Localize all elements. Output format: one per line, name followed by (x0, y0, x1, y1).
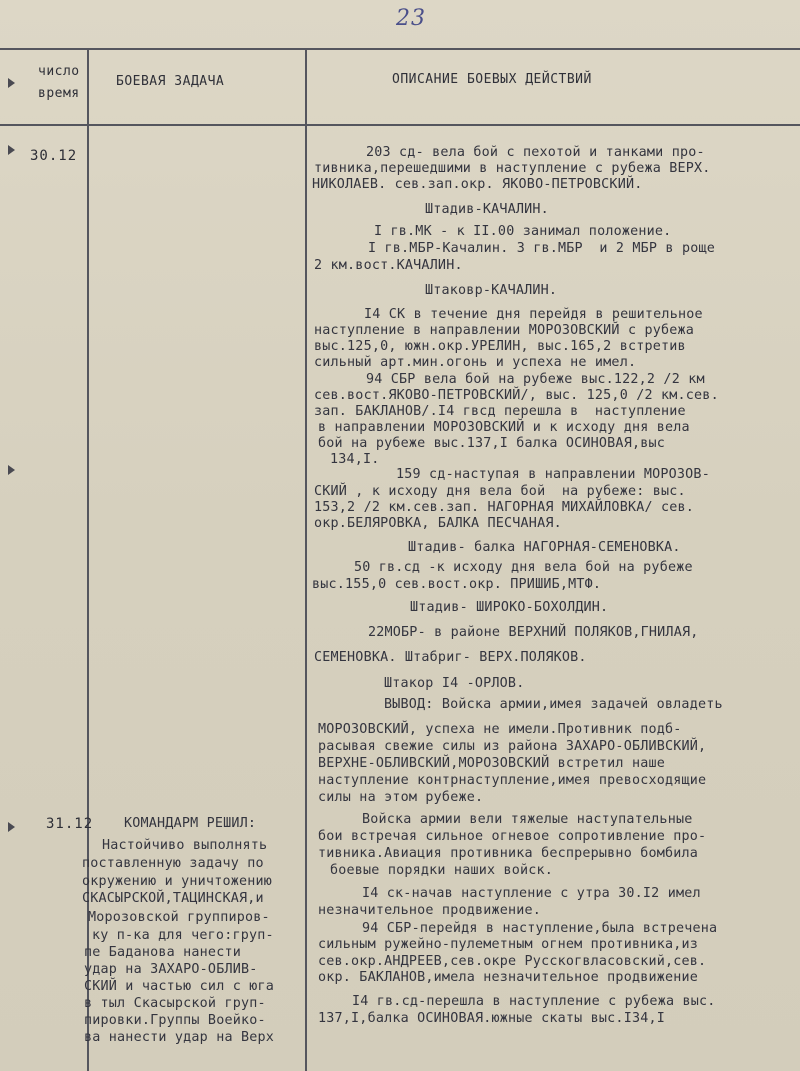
description-line: НИКОЛАЕВ. сев.зап.окр. ЯКОВО-ПЕТРОВСКИЙ. (312, 177, 643, 192)
description-line: I гв.МБР-Качалин. 3 гв.МБР и 2 МБР в роще (368, 241, 715, 256)
description-line: незначительное продвижение. (318, 903, 542, 918)
description-line: I гв.МК - к II.00 занимал положение. (374, 224, 672, 239)
task-line: окружению и уничтожению (82, 874, 273, 889)
description-line: наступление в направлении МОРОЗОВСКИЙ с рубежа (314, 323, 695, 338)
task-line: удар на ЗАХАРО-ОБЛИВ- (84, 962, 258, 977)
description-line: I4 ск-начав наступление с утра 30.I2 имел (362, 886, 701, 901)
task-line: ва нанести удар на Верх (84, 1030, 275, 1045)
description-line: сев.окр.АНДРЕЕВ,сев.окре Русскогвласовский,сев. (318, 954, 707, 969)
description-line: 134,I. (330, 452, 380, 467)
description-line: ВЕРХНЕ-ОБЛИВСКИЙ,МОРОЗОВСКИЙ встретил наше (318, 756, 665, 771)
description-line: МОРОЗОВСКИЙ, успеха не имели.Противник подб- (318, 722, 682, 737)
description-line: I4 гв.сд-перешла в наступление с рубежа выс. (352, 994, 716, 1009)
description-line: Войска армии вели тяжелые наступательные (362, 812, 693, 827)
description-line: 137,I,балка ОСИНОВАЯ.южные скаты выс.I34,I (318, 1011, 665, 1026)
description-line: выс.155,0 сев.вост.окр. ПРИШИБ,МТФ. (312, 577, 602, 592)
task-line: КОМАНДАРМ РЕШИЛ: (124, 816, 257, 831)
task-line: Настойчиво выполнять (102, 838, 268, 853)
description-line: 22МОБР- в районе ВЕРХНИЙ ПОЛЯКОВ,ГНИЛАЯ, (368, 625, 699, 640)
entry-date: 31.12 (46, 816, 94, 832)
description-line: 153,2 /2 км.сев.зап. НАГОРНАЯ МИХАЙЛОВКА/ сев. (314, 500, 695, 515)
description-line: боевые порядки наших войск. (330, 863, 554, 878)
description-line: бой на рубеже выс.137,I балка ОСИНОВАЯ,выс (318, 436, 665, 451)
binder-mark (8, 822, 15, 832)
description-line: 94 СБР-перейдя в наступление,была встречена (362, 921, 718, 936)
task-line: пировки.Группы Воейко- (84, 1013, 266, 1028)
task-line: поставленную задачу по (82, 856, 264, 871)
description-line: Штадив- ШИРОКО-БОХОЛДИН. (410, 600, 609, 615)
header-combat-task: БОЕВАЯ ЗАДАЧА (116, 74, 225, 89)
header-number-label: число (38, 64, 80, 79)
header-bottom-rule (0, 124, 800, 126)
entry-date: 30.12 (30, 148, 78, 164)
description-line: окр. БАКЛАНОВ,имела незначительное продвижение (318, 970, 699, 985)
description-line: сев.вост.ЯКОВО-ПЕТРОВСКИЙ/, выс. 125,0 /2 км.сев. (314, 388, 719, 403)
header-time-label: время (38, 86, 80, 101)
description-line: ВЫВОД: Войска армии,имея задачей овладеть (384, 697, 723, 712)
page-number: 23 (396, 6, 426, 31)
task-line: СКАСЫРСКОЙ,ТАЦИНСКАЯ,и (82, 891, 264, 906)
description-line: тивника,перешедшими в наступление с рубежа ВЕРХ. (314, 161, 711, 176)
task-line: пе Баданова нанести (84, 945, 241, 960)
description-line: СКИЙ , к исходу дня вела бой на рубеже: выс. (314, 484, 686, 499)
description-line: Штадив- балка НАГОРНАЯ-СЕМЕНОВКА. (408, 540, 681, 555)
description-line: 50 гв.сд -к исходу дня вела бой на рубеже (354, 560, 693, 575)
task-line: в тыл Скасырской груп- (84, 996, 266, 1011)
description-line: Штадив-КАЧАЛИН. (425, 202, 549, 217)
description-line: бои встречая сильное огневое сопротивление про- (318, 829, 707, 844)
binder-mark (8, 145, 15, 155)
binder-mark (8, 465, 15, 475)
description-line: сильным ружейно-пулеметным огнем противника,из (318, 937, 699, 952)
description-line: 203 сд- вела бой с пехотой и танками про- (366, 145, 705, 160)
description-line: Штакор I4 -ОРЛОВ. (384, 676, 525, 691)
description-line: расывая свежие силы из района ЗАХАРО-ОБЛИВСКИЙ, (318, 739, 707, 754)
description-line: Штаковр-КАЧАЛИН. (425, 283, 558, 298)
description-line: окр.БЕЛЯРОВКА, БАЛКА ПЕСЧАНАЯ. (314, 516, 562, 531)
description-line: наступление контрнаступление,имея превосходящие (318, 773, 707, 788)
task-line: СКИЙ и частью сил с юга (84, 979, 275, 994)
description-line: в направлении МОРОЗОВСКИЙ и к исходу дня вела (318, 420, 690, 435)
table-top-rule (0, 48, 800, 50)
description-line: 2 км.вост.КАЧАЛИН. (314, 258, 463, 273)
task-line: Морозовской группиров- (88, 910, 270, 925)
description-line: 159 сд-наступая в направлении МОРОЗОВ- (396, 467, 710, 482)
description-line: выс.125,0, южн.окр.УРЕЛИН, выс.165,2 встретив (314, 339, 686, 354)
task-line: ку п-ка для чего:груп- (92, 928, 274, 943)
col2-divider (305, 48, 307, 1071)
description-line: зап. БАКЛАНОВ/.I4 гвсд перешла в наступление (314, 404, 686, 419)
description-line: сильный арт.мин.огонь и успеха не имел. (314, 355, 637, 370)
description-line: тивника.Авиация противника беспрерывно бомбила (318, 846, 699, 861)
description-line: 94 СБР вела бой на рубеже выс.122,2 /2 км (366, 372, 705, 387)
description-line: СЕМЕНОВКА. Штабриг- ВЕРХ.ПОЛЯКОВ. (314, 650, 587, 665)
binder-mark (8, 78, 15, 88)
header-combat-description: ОПИСАНИЕ БОЕВЫХ ДЕЙСТВИЙ (392, 72, 592, 87)
description-line: силы на этом рубеже. (318, 790, 484, 805)
description-line: I4 СК в течение дня перейдя в решительное (364, 307, 703, 322)
